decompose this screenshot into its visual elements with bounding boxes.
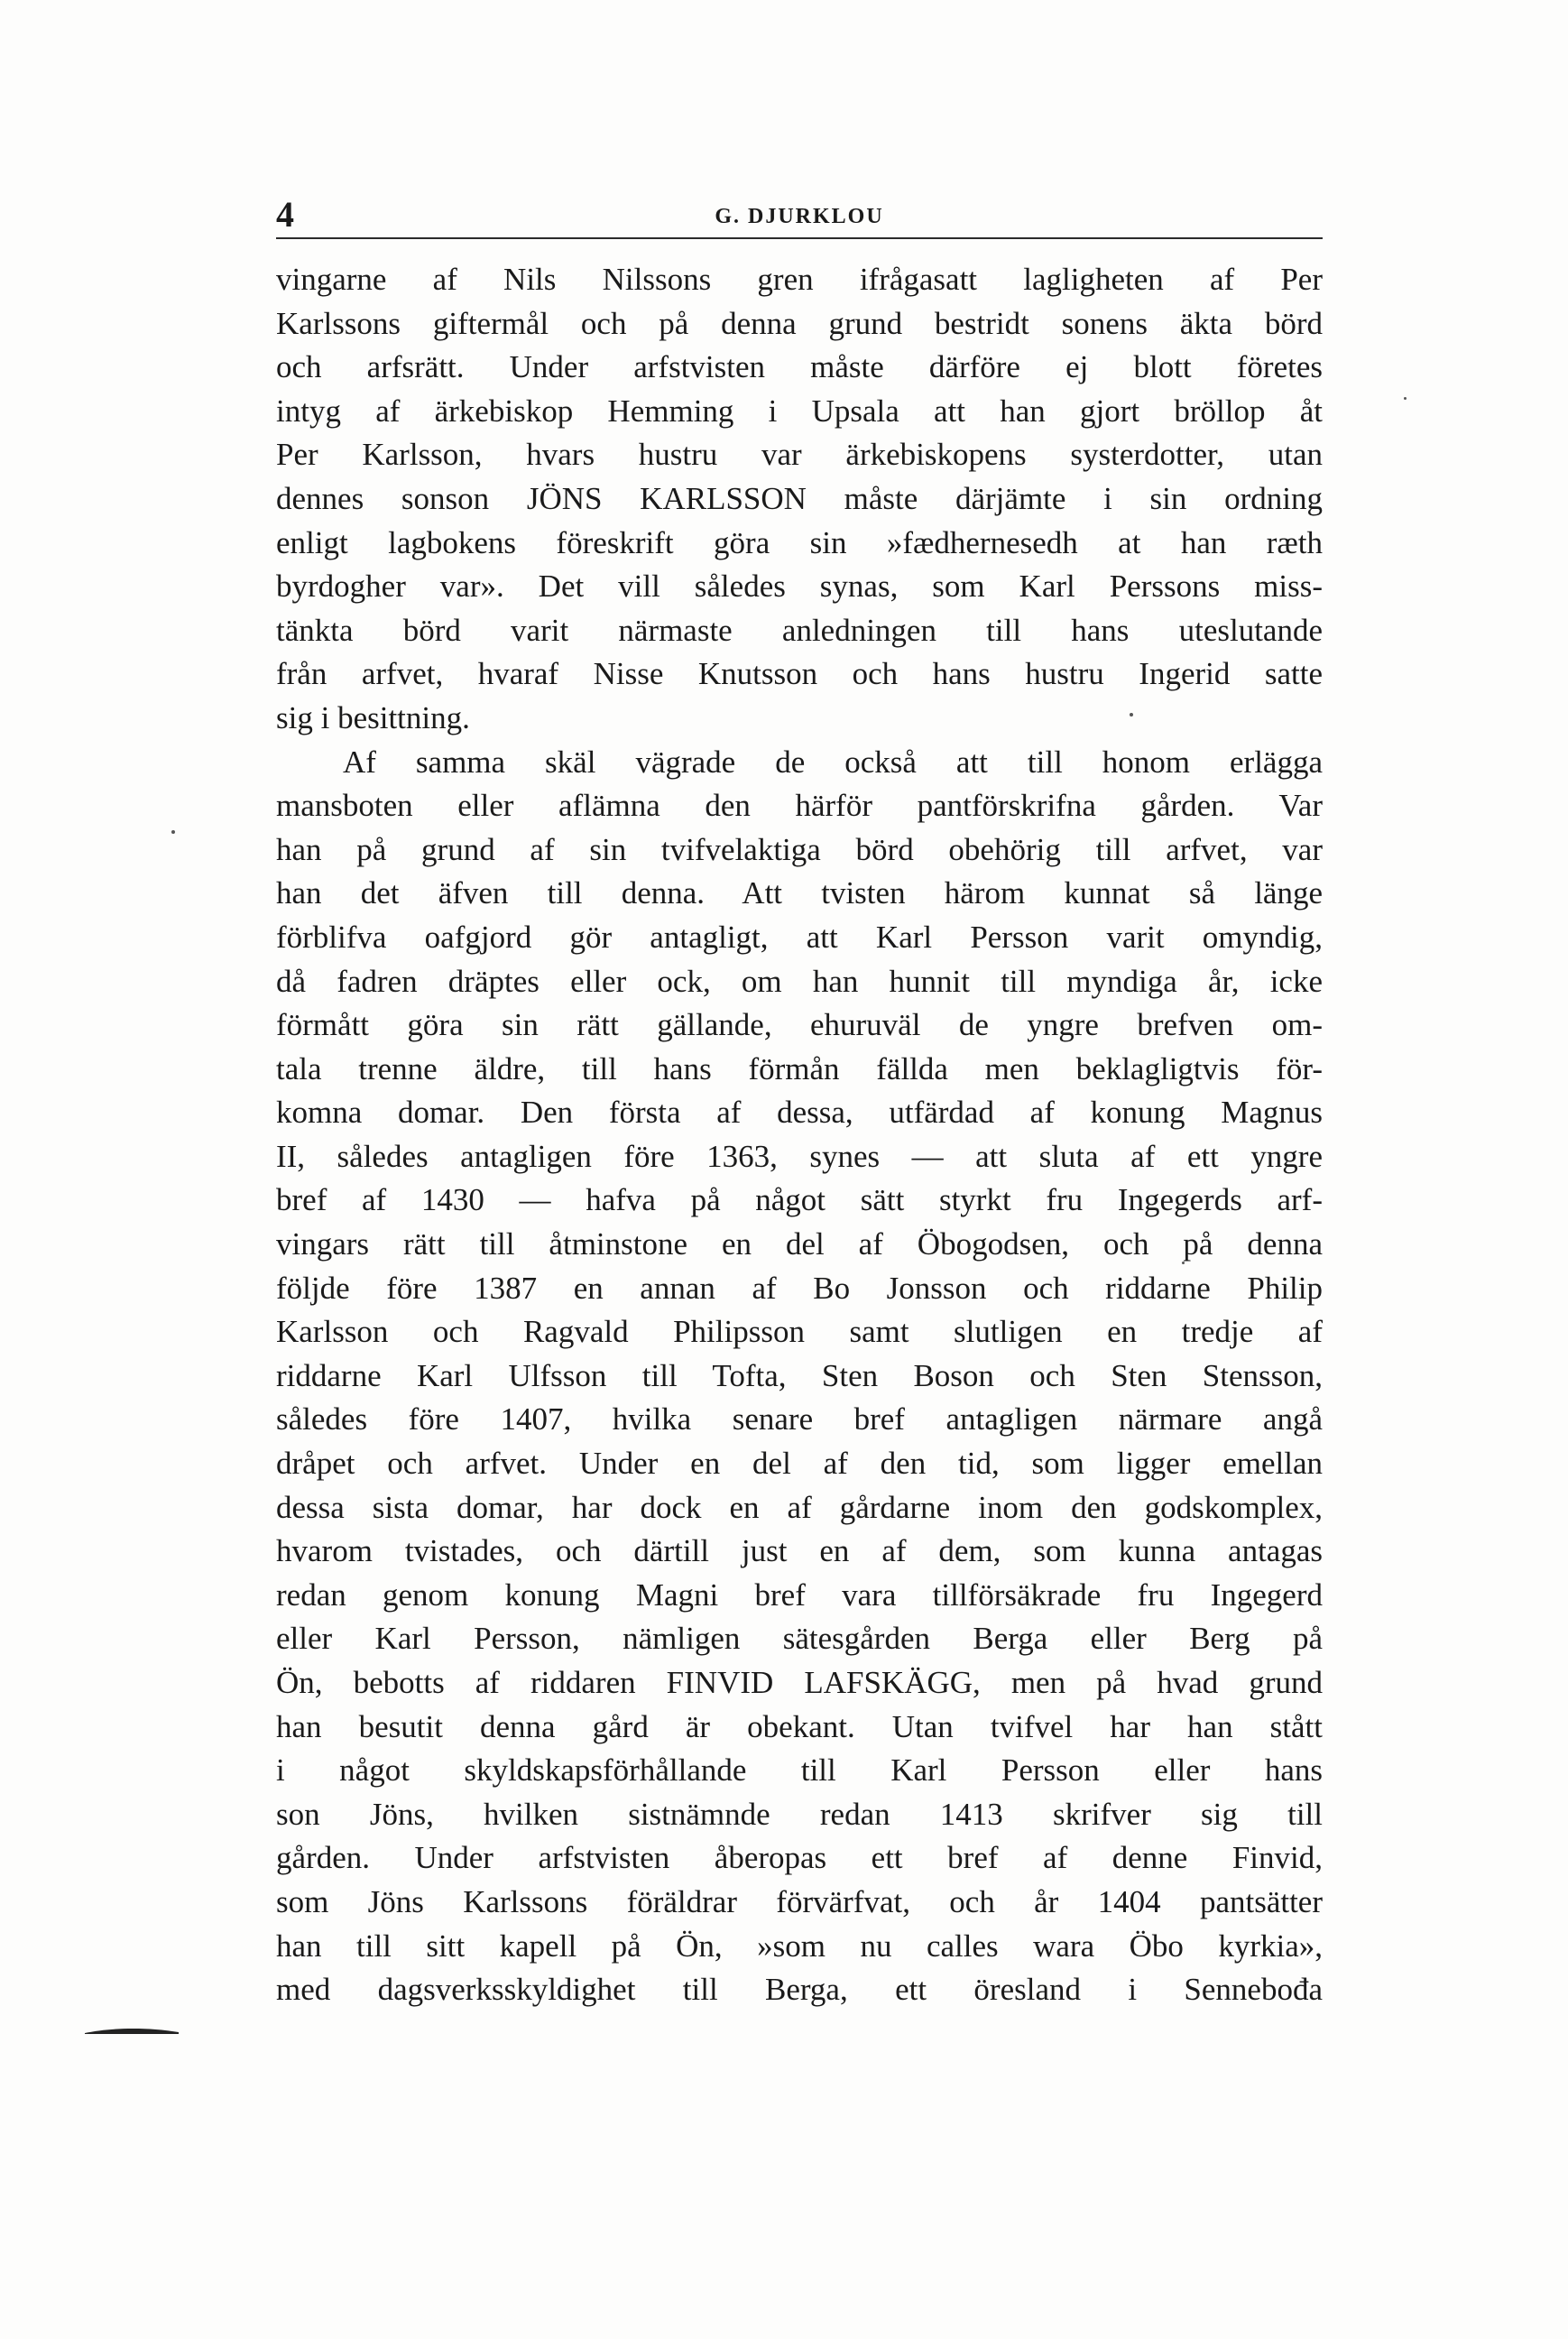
text-line: han besutit denna gård är obekant. Utan tvifvel har han stått <box>276 1708 1323 1744</box>
text-line: dessa sista domar, har dock en af gårdarne inom den godskomplex, <box>276 1489 1323 1525</box>
text-line: bref af 1430 — hafva på något sätt styrkt fru Ingegerds arf- <box>276 1182 1323 1218</box>
text-line: förmått göra sin rätt gällande, ehuruväl de yngre brefven om- <box>276 1007 1323 1043</box>
text-line: enligt lagbokens föreskrift göra sin »fædhernesedh at han ræth <box>276 524 1323 560</box>
text-line: Ön, bebotts af riddaren FINVID LAFSKÄGG, men på hvad grund <box>276 1665 1323 1700</box>
paper-speck <box>1404 397 1407 400</box>
page-number: 4 <box>276 194 294 235</box>
text-line: Karlssons giftermål och på denna grund bestridt sonens äkta börd <box>276 305 1323 341</box>
text-line: han till sitt kapell på Ön, »som nu calles wara Öbo kyrkia», <box>276 1928 1323 1964</box>
text-line: byrdogher var». Det vill således synas, som Karl Perssons miss- <box>276 569 1323 605</box>
paper-speck <box>171 830 175 834</box>
text-line: han på grund af sin tvifvelaktiga börd obehörig till arfvet, var <box>276 831 1323 867</box>
text-line: således före 1407, hvilka senare bref antagligen närmare angå <box>276 1401 1323 1438</box>
text-line: från arfvet, hvaraf Nisse Knutsson och hans hustru Ingerid satte <box>276 656 1323 692</box>
text-line: son Jöns, hvilken sistnämnde redan 1413 skrifver sig till <box>276 1796 1323 1832</box>
text-line: riddarne Karl Ulfsson till Tofta, Sten Boson och Sten Stensson, <box>276 1357 1323 1393</box>
text-line: då fadren dräptes eller ock, om han hunnit till myndiga år, icke <box>276 963 1323 999</box>
text-line: II, således antagligen före 1363, synes — att sluta af ett yngre <box>276 1138 1323 1174</box>
text-line: förblifva oafgjord gör antagligt, att Karl Persson varit omyndig, <box>276 919 1323 955</box>
header-rule <box>276 237 1323 239</box>
text-line: redan genom konung Magni bref vara tillförsäkrade fru Ingegerd <box>276 1576 1323 1613</box>
text-line: komna domar. Den första af dessa, utfärdad af konung Magnus <box>276 1095 1323 1131</box>
text-line: Af samma skäl vägrade de också att till honom erlägga <box>343 744 1323 780</box>
body-text <box>276 258 1323 2012</box>
text-line: som Jöns Karlssons föräldrar förvärfvat, och år 1404 pantsätter <box>276 1883 1323 1919</box>
text-line: Per Karlsson, hvars hustru var ärkebiskopens systerdotter, utan <box>276 437 1323 473</box>
text-line: vingars rätt till åtminstone en del af Öbogodsen, och på denna <box>276 1226 1323 1262</box>
text-line: med dagsverksskyldighet till Berga, ett öresland i Sennebođa <box>276 1972 1323 2008</box>
text-line: mansboten eller aflämna den härför pantförskrifna gården. Var <box>276 788 1323 824</box>
text-line: hvarom tvistades, och därtill just en af dem, som kunna antagas <box>276 1533 1323 1569</box>
paper-speck <box>1130 713 1133 716</box>
text-line: sig i besittning. <box>276 699 470 735</box>
running-head: G. DJURKLOU <box>715 205 884 228</box>
text-line: följde före 1387 en annan af Bo Jonsson och riddarne Philip <box>276 1270 1323 1306</box>
text-line: i något skyldskapsförhållande till Karl Persson eller hans <box>276 1752 1323 1789</box>
margin-mark <box>83 2026 180 2035</box>
page-header <box>276 191 1323 238</box>
text-line: Karlsson och Ragvald Philipsson samt slutligen en tredje af <box>276 1314 1323 1350</box>
text-line: han det äfven till denna. Att tvisten härom kunnat så länge <box>276 875 1323 911</box>
text-line: och arfsrätt. Under arfstvisten måste därföre ej blott företes <box>276 349 1323 385</box>
text-line: tala trenne äldre, till hans förmån fällda men beklagligtvis för- <box>276 1050 1323 1086</box>
text-line: vingarne af Nils Nilssons gren ifrågasatt lagligheten af Per <box>276 262 1323 297</box>
text-line: intyg af ärkebiskop Hemming i Upsala att han gjort bröllop åt <box>276 393 1323 429</box>
text-line: tänkta börd varit närmaste anledningen till hans uteslutande <box>276 612 1323 648</box>
text-line: eller Karl Persson, nämligen sätesgården Berga eller Berg på <box>276 1621 1323 1657</box>
text-line: dennes sonson JÖNS KARLSSON måste därjämte i sin ordning <box>276 480 1323 516</box>
paper-speck <box>1182 1262 1185 1264</box>
text-line: gården. Under arfstvisten åberopas ett bref af denne Finvid, <box>276 1840 1323 1876</box>
text-line: dråpet och arfvet. Under en del af den tid, som ligger emellan <box>276 1446 1323 1482</box>
